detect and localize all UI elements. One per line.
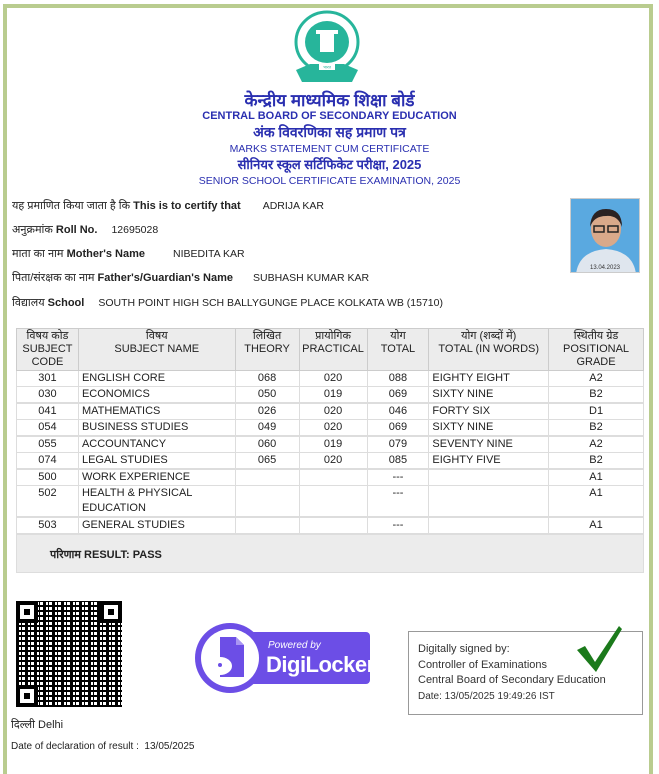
table-cell: 041 [17, 403, 79, 420]
table-cell: B2 [549, 420, 644, 437]
table-cell: D1 [549, 403, 644, 420]
doc-title-hindi: अंक विवरणिका सह प्रमाण पत्र [253, 124, 406, 140]
logo-text: भारत [323, 64, 331, 70]
roll-number: 12695028 [111, 224, 159, 236]
cbse-logo [292, 10, 362, 88]
father-name: SUBHASH KUMAR KAR [253, 272, 370, 284]
column-header: योग (शब्दों में) TOTAL (IN WORDS) [429, 329, 549, 371]
table-cell: BUSINESS STUDIES [78, 420, 235, 437]
table-cell: 069 [367, 420, 429, 437]
candidate-name-row: यह प्रमाणित किया जाता है कि This is to certify that ADRIJA KAR [12, 200, 324, 212]
column-header: प्रायोगिक PRACTICAL [299, 329, 367, 371]
table-cell: EIGHTY FIVE [429, 453, 549, 470]
declaration-date: 13/05/2025 [144, 741, 195, 752]
father-row: पिता/संरक्षक का नाम Father's/Guardian's Name SUBHASH KUMAR KAR [12, 272, 370, 284]
table-cell: GENERAL STUDIES [78, 517, 235, 534]
table-cell: EIGHTY EIGHT [429, 371, 549, 387]
table-cell: ENGLISH CORE [78, 371, 235, 387]
candidate-photo [570, 198, 640, 273]
table-cell: A2 [549, 436, 644, 453]
table-cell: 065 [235, 453, 299, 470]
table-cell: 019 [299, 387, 367, 404]
table-cell: 049 [235, 420, 299, 437]
mother-row: माता का नाम Mother's Name NIBEDITA KAR [12, 248, 245, 260]
table-cell: 068 [235, 371, 299, 387]
table-cell [429, 517, 549, 534]
table-cell: FORTY SIX [429, 403, 549, 420]
table-cell: 020 [299, 403, 367, 420]
table-cell: 079 [367, 436, 429, 453]
photo-date: 13.04.2023 [589, 265, 621, 271]
table-cell: SIXTY NINE [429, 387, 549, 404]
board-name-hindi: केन्द्रीय माध्यमिक शिक्षा बोर्ड [244, 91, 415, 110]
exam-title: SENIOR SCHOOL CERTIFICATE EXAMINATION, 2025 [198, 175, 461, 187]
table-cell [235, 469, 299, 486]
table-row [17, 453, 644, 470]
table-cell: A1 [549, 517, 644, 534]
table-cell [235, 486, 299, 518]
qr-code[interactable] [16, 601, 122, 707]
table-cell: WORK EXPERIENCE [78, 469, 235, 486]
table-row [17, 403, 644, 420]
digital-signature-box: Digitally signed by: Controller of Examinations Central Board of Secondary Education Date: 13/05/2025 19:49:26 IST [408, 631, 643, 715]
table-cell: A1 [549, 469, 644, 486]
table-cell: 050 [235, 387, 299, 404]
table-cell: 055 [17, 436, 79, 453]
table-row [17, 420, 644, 437]
table-cell: 085 [367, 453, 429, 470]
table-cell: 019 [299, 436, 367, 453]
table-row [17, 469, 644, 486]
table-row [17, 517, 644, 534]
table-cell: ECONOMICS [78, 387, 235, 404]
table-cell: --- [367, 469, 429, 486]
powered-by: Powered by [268, 640, 321, 651]
table-cell: B2 [549, 453, 644, 470]
place: दिल्ली Delhi [11, 719, 64, 731]
table-cell: 020 [299, 371, 367, 387]
mother-name: NIBEDITA KAR [172, 248, 245, 260]
table-cell [429, 469, 549, 486]
table-row [17, 436, 644, 453]
column-header: विषय SUBJECT NAME [78, 329, 235, 371]
result-banner: परिणाम RESULT: PASS [16, 534, 644, 573]
table-cell: 500 [17, 469, 79, 486]
table-cell [429, 486, 549, 518]
table-cell [235, 517, 299, 534]
table-cell: --- [367, 517, 429, 534]
check-icon [575, 624, 623, 674]
column-header: विषय कोड SUBJECT CODE [17, 329, 79, 371]
table-cell: LEGAL STUDIES [78, 453, 235, 470]
table-cell [299, 486, 367, 518]
column-header: स्थितीय ग्रेड POSITIONAL GRADE [549, 329, 644, 371]
table-cell: 020 [299, 453, 367, 470]
table-row [17, 486, 644, 518]
table-cell [299, 469, 367, 486]
table-cell: 046 [367, 403, 429, 420]
declaration-date-row: Date of declaration of result : 13/05/2025 [11, 741, 195, 752]
table-cell: --- [367, 486, 429, 518]
table-cell: MATHEMATICS [78, 403, 235, 420]
table-cell: 503 [17, 517, 79, 534]
marks-section [16, 328, 644, 573]
board-name: CENTRAL BOARD OF SECONDARY EDUCATION [202, 110, 457, 122]
table-cell: 301 [17, 371, 79, 387]
lock-icon [218, 663, 222, 667]
table-cell: A1 [549, 486, 644, 518]
table-row [17, 371, 644, 387]
column-header: योग TOTAL [367, 329, 429, 371]
column-header: लिखित THEORY [235, 329, 299, 371]
school-name: SOUTH POINT HIGH SCH BALLYGUNGE PLACE KOLKATA WB (15710) [98, 297, 443, 309]
table-cell: 030 [17, 387, 79, 404]
table-cell: SEVENTY NINE [429, 436, 549, 453]
table-cell: 088 [367, 371, 429, 387]
doc-title: MARKS STATEMENT CUM CERTIFICATE [229, 143, 430, 155]
marks-table [16, 328, 644, 534]
table-cell [299, 517, 367, 534]
result-status: RESULT: PASS [84, 549, 162, 561]
table-cell: 069 [367, 387, 429, 404]
table-row [17, 387, 644, 404]
table-cell: A2 [549, 371, 644, 387]
exam-title-hindi: सीनियर स्कूल सर्टिफिकेट परीक्षा, 2025 [237, 157, 422, 172]
digilocker-badge [194, 622, 375, 694]
candidate-name: ADRIJA KAR [262, 200, 324, 212]
digilocker-brand: DigiLocker [266, 652, 375, 677]
table-cell: HEALTH & PHYSICAL EDUCATION [78, 486, 235, 518]
table-cell: B2 [549, 387, 644, 404]
roll-row: अनुक्रमांक Roll No. 12695028 [12, 224, 159, 236]
table-cell: 502 [17, 486, 79, 518]
school-row: विद्यालय School SOUTH POINT HIGH SCH BALLYGUNGE PLACE KOLKATA WB (15710) [12, 297, 443, 309]
table-cell: 020 [299, 420, 367, 437]
table-cell: 026 [235, 403, 299, 420]
table-cell: ACCOUNTANCY [78, 436, 235, 453]
table-cell: 054 [17, 420, 79, 437]
table-cell: 060 [235, 436, 299, 453]
table-cell: SIXTY NINE [429, 420, 549, 437]
table-cell: 074 [17, 453, 79, 470]
